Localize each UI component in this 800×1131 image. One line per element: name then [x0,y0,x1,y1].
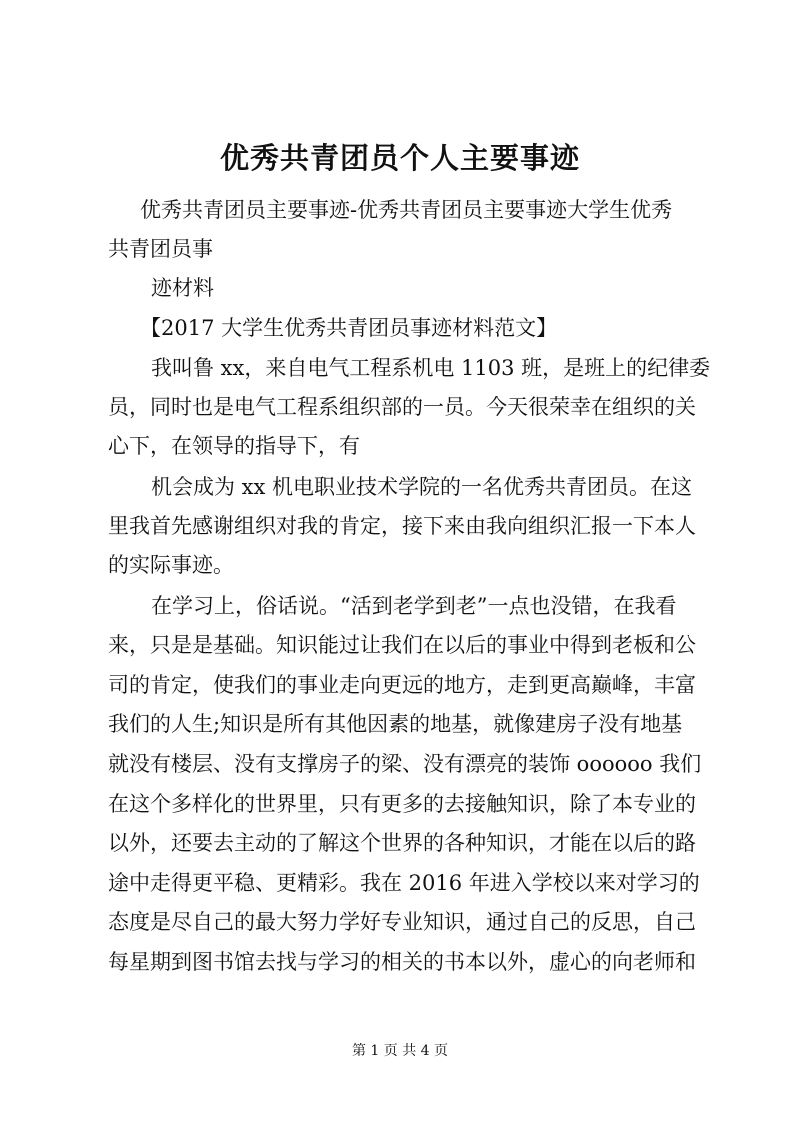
body-line-15: 就没有楼层、没有支撑房子的梁、没有漂亮的装饰 oooooo 我们 [108,752,702,776]
body-line-2: 共青团员事 [108,237,213,261]
body-line-13: 司的肯定，使我们的事业走向更远的地方，走到更高巅峰，丰富 [108,673,696,697]
body-line-17: 以外，还要去主动的了解这个世界的各种知识，才能在以后的路 [108,831,696,855]
body-line-11: 在学习上，俗话说。“活到老学到老”一点也没错，在我看 [151,594,677,618]
page-footer: 第 1 页 共 4 页 [351,1043,449,1059]
body-line-8: 机会成为 xx 机电职业技术学院的一名优秀共青团员。在这 [151,475,693,499]
body-line-5: 我叫鲁 xx，来自电气工程系机电 1103 班，是班上的纪律委 [151,356,711,380]
body-line-4: 【2017 大学生优秀共青团员事迹材料范文】 [140,316,558,340]
body-line-20: 每星期到图书馆去找与学习的相关的书本以外，虚心的向老师和 [108,950,696,974]
body-line-19: 态度是尽自己的最大努力学好专业知识，通过自己的反思，自己 [108,910,696,934]
body-line-9: 里我首先感谢组织对我的肯定，接下来由我向组织汇报一下本人 [108,514,696,538]
body-line-10: 的实际事迹。 [108,553,234,577]
body-line-1: 优秀共青团员主要事迹-优秀共青团员主要事迹大学生优秀 [140,198,673,222]
body-line-12: 来，只是是基础。知识能过让我们在以后的事业中得到老板和公 [108,633,696,657]
page-title: 优秀共青团员个人主要事迹 [219,141,580,175]
body-line-14: 我们的人生;知识是所有其他因素的地基，就像建房子没有地基 [108,712,683,736]
body-line-7: 心下，在领导的指导下，有 [108,434,360,458]
body-line-6: 员，同时也是电气工程系组织部的一员。今天很荣幸在组织的关 [108,395,696,419]
body-line-3: 迹材料 [151,276,214,300]
body-line-16: 在这个多样化的世界里，只有更多的去接触知识，除了本专业的 [108,792,696,816]
body-line-18: 途中走得更平稳、更精彩。我在 2016 年进入学校以来对学习的 [108,871,700,895]
